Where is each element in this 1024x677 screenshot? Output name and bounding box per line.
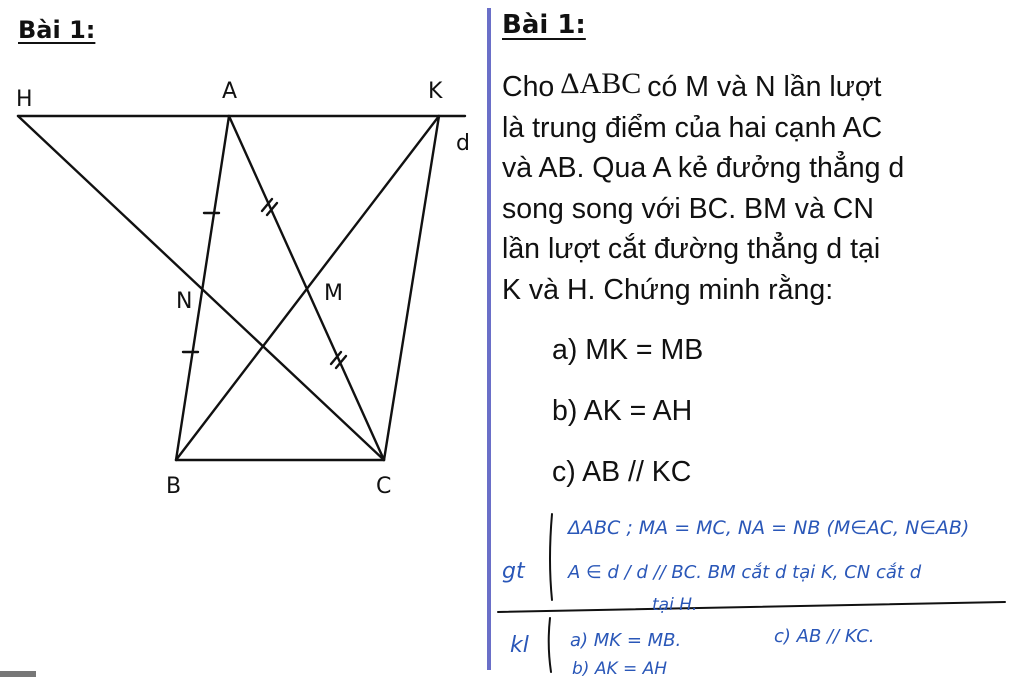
kl-a: a) MK = MB. [570, 630, 682, 651]
triangle-abc: ΔABC [560, 67, 642, 100]
label-b: B [166, 474, 182, 499]
problem-statement [502, 64, 1002, 310]
handwritten-notes [490, 500, 1020, 677]
left-title: Bài 1: [18, 16, 96, 44]
segment-bk [176, 116, 439, 460]
gt-line-1: ΔABC ; MA = MC, NA = NB (M∈AC, N∈AB) [568, 517, 970, 539]
bottom-strip [0, 671, 36, 677]
problem-line-6: K và H. Chứng minh rằng: [502, 273, 834, 306]
problem-line-2: là trung điểm của hai cạnh AC [502, 111, 883, 144]
label-h: H [16, 87, 33, 112]
question-a: a) MK = MB [552, 334, 704, 366]
label-c: C [376, 474, 392, 499]
kl-bracket [549, 618, 551, 672]
label-d: d [456, 131, 470, 156]
problem-line-3: và AB. Qua A kẻ đưởng thẳng d [502, 152, 905, 184]
gt-line-2: A ∈ d / d // BC. BM cắt d tại K, CN cắt d [568, 562, 922, 583]
geometry-figure [0, 60, 480, 510]
question-c: c) AB // KC [552, 456, 692, 488]
kl-b: b) AK = AH [572, 659, 668, 677]
label-n: N [176, 289, 193, 314]
problem-line-4: song song với BC. BM và CN [502, 192, 874, 225]
right-title: Bài 1: [502, 10, 586, 40]
label-m: M [324, 281, 343, 306]
label-a: A [222, 79, 238, 104]
gt-bracket [550, 514, 552, 600]
gt-line-3: tại H. [652, 595, 698, 615]
kl-label: kl [510, 633, 529, 658]
problem-line-1: Cho ΔABC có M và N lần lượt [502, 67, 882, 103]
question-b: b) AK = AH [552, 395, 693, 427]
problem-line-5: lần lượt cắt đường thẳng d tại [502, 233, 881, 265]
separator-line [498, 602, 1005, 612]
gt-label: gt [502, 559, 525, 584]
segment-kc [384, 116, 439, 460]
label-k: K [428, 79, 443, 104]
kl-c: c) AB // KC. [774, 626, 875, 647]
